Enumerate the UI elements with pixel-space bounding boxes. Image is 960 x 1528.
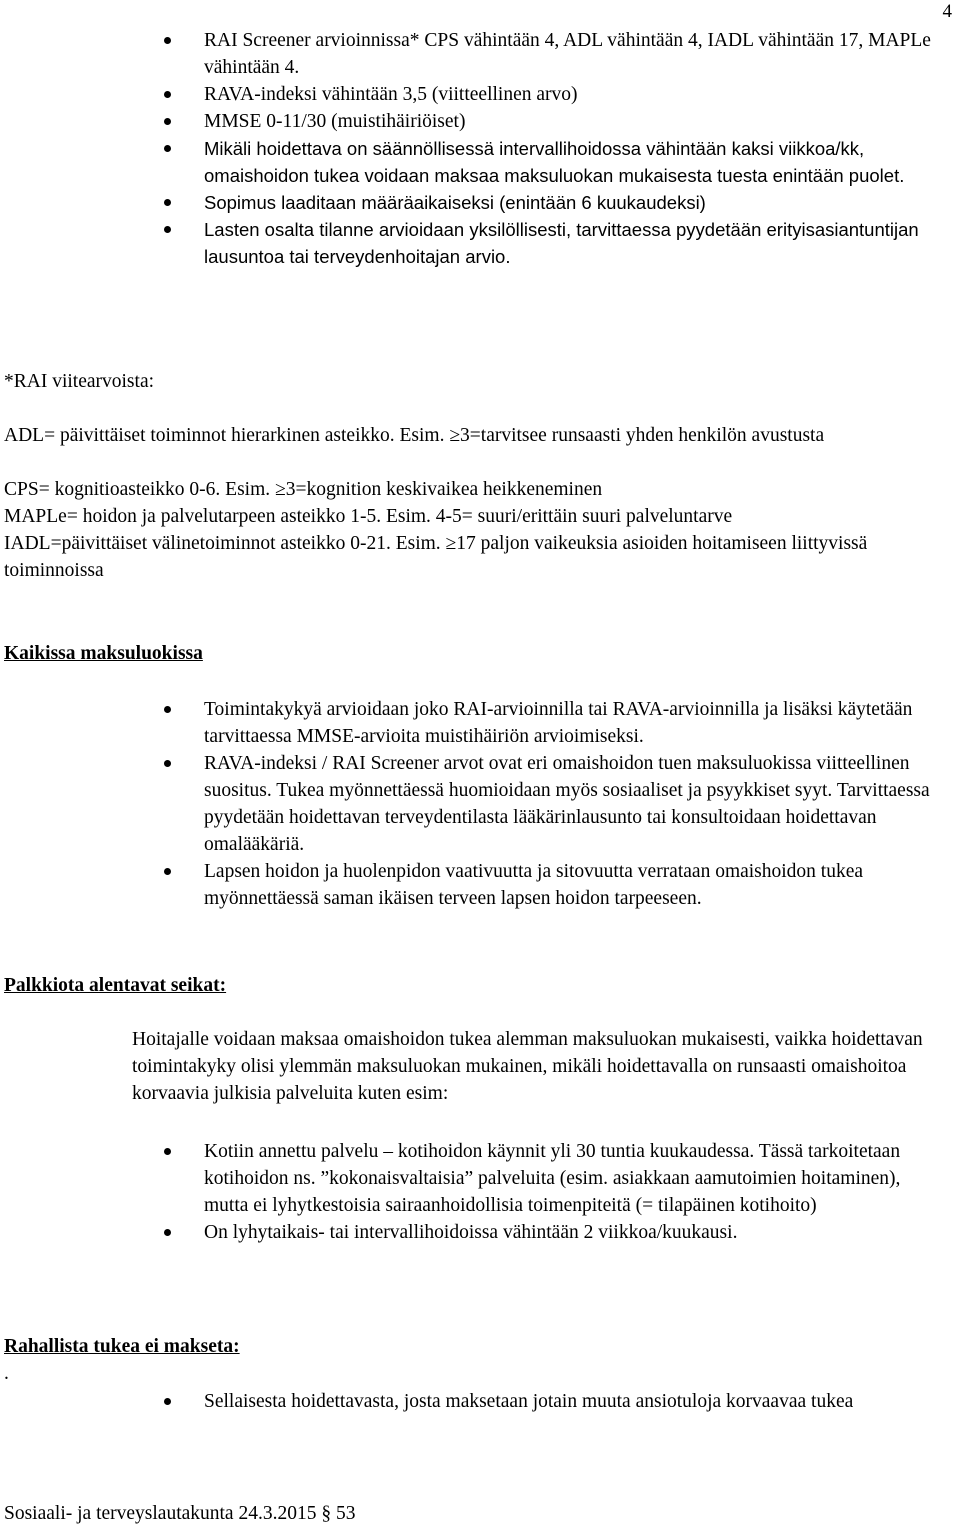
list-item: Sopimus laaditaan määräaikaiseksi (enintään 6 kuukaudeksi) — [0, 189, 945, 216]
list-item: Lasten osalta tilanne arvioidaan yksilöllisesti, tarvittaessa pyydetään erityisasiantuntijan lausuntoa tai terveydenhoitajan arvio. — [0, 216, 945, 270]
top-bullet-list — [0, 27, 945, 270]
no-support-bullet-list — [0, 1388, 945, 1415]
rai-ref-adl: ADL= päivittäiset toiminnot hierarkinen asteikko. Esim. ≥3=tarvitsee runsaasti yhden henkilön avustusta — [4, 425, 825, 446]
section-heading-all-classes: Kaikissa maksuluokissa — [4, 643, 203, 664]
list-item: Mikäli hoidettava on säännöllisessä intervallihoidossa vähintään kaksi viikkoa/kk, omaishoidon tukea voidaan maksaa maksuluokan mukaisesta tuesta enintään puolet. — [0, 135, 945, 189]
rai-ref-iadl: IADL=päivittäiset välinetoiminnot asteikko 0-21. Esim. ≥17 paljon vaikeuksia asioiden hoitamiseen liittyvissä toiminnoissa — [4, 533, 868, 581]
reducing-paragraph: Hoitajalle voidaan maksaa omaishoidon tukea alemman maksuluokan mukaisesti, vaikka hoidettavan toimintakyky olisi ylemmän maksuluokan mukainen, mikäli hoidettavalla on runsaasti omaishoitoa korvaavia julkisia palveluita kuten esim: — [132, 1029, 923, 1104]
list-item: RAVA-indeksi / RAI Screener arvot ovat eri omaishoidon tuen maksuluokissa viitteellinen suositus. Tukea myönnettäessä huomioidaan myös sosiaaliset ja psyykkiset syyt. Tarvittaessa pyydetään hoidettavan terveydentilasta lääkärinlausunto tai konsultoidaan hoidettavan omalääkäriä. — [0, 750, 945, 858]
footer: Sosiaali- ja terveyslautakunta 24.3.2015 § 53 — [4, 1503, 356, 1524]
list-item: On lyhytaikais- tai intervallihoidoissa vähintään 2 viikkoa/kuukausi. — [0, 1219, 945, 1246]
section-heading-no-support: Rahallista tukea ei makseta: — [4, 1336, 240, 1357]
rai-ref-cps: CPS= kognitioasteikko 0-6. Esim. ≥3=kognition keskivaikea heikkeneminen — [4, 479, 603, 500]
rai-ref-maple: MAPLe= hoidon ja palvelutarpeen asteikko 1-5. Esim. 4-5= suuri/erittäin suuri palveluntarve — [4, 506, 733, 527]
list-item: Lapsen hoidon ja huolenpidon vaativuutta ja sitovuutta verrataan omaishoidon tukea myönnettäessä saman ikäisen terveen lapsen hoidon tarpeeseen. — [0, 858, 945, 912]
list-item: RAI Screener arvioinnissa* CPS vähintään 4, ADL vähintään 4, IADL vähintään 17, MAPLe vähintään 4. — [0, 27, 945, 81]
all-classes-bullet-list — [0, 696, 945, 912]
list-item: Kotiin annettu palvelu – kotihoidon käynnit yli 30 tuntia kuukaudessa. Tässä tarkoitetaan kotihoidon ns. ”kokonaisvaltaisia” palveluita (esim. asiakkaan aamutoimien hoitaminen), mutta ei lyhytkestoisia sairaanhoidollisia toimenpiteitä (= tilapäinen kotihoito) — [0, 1138, 945, 1219]
no-support-dot: . — [4, 1363, 9, 1384]
reducing-bullet-list — [0, 1138, 945, 1246]
list-item: Sellaisesta hoidettavasta, josta maksetaan jotain muuta ansiotuloja korvaavaa tukea — [0, 1388, 945, 1415]
rai-ref-title: *RAI viitearvoista: — [4, 371, 155, 392]
list-item: RAVA-indeksi vähintään 3,5 (viitteellinen arvo) — [0, 81, 945, 108]
list-item: Toimintakykyä arvioidaan joko RAI-arvioinnilla tai RAVA-arvioinnilla ja lisäksi käytetään tarvittaessa MMSE-arvioita muistihäiriön arvioimiseksi. — [0, 696, 945, 750]
list-item: MMSE 0-11/30 (muistihäiriöiset) — [0, 108, 945, 135]
section-heading-reducing: Palkkiota alentavat seikat: — [4, 975, 227, 996]
page-number: 4 — [942, 1, 952, 22]
